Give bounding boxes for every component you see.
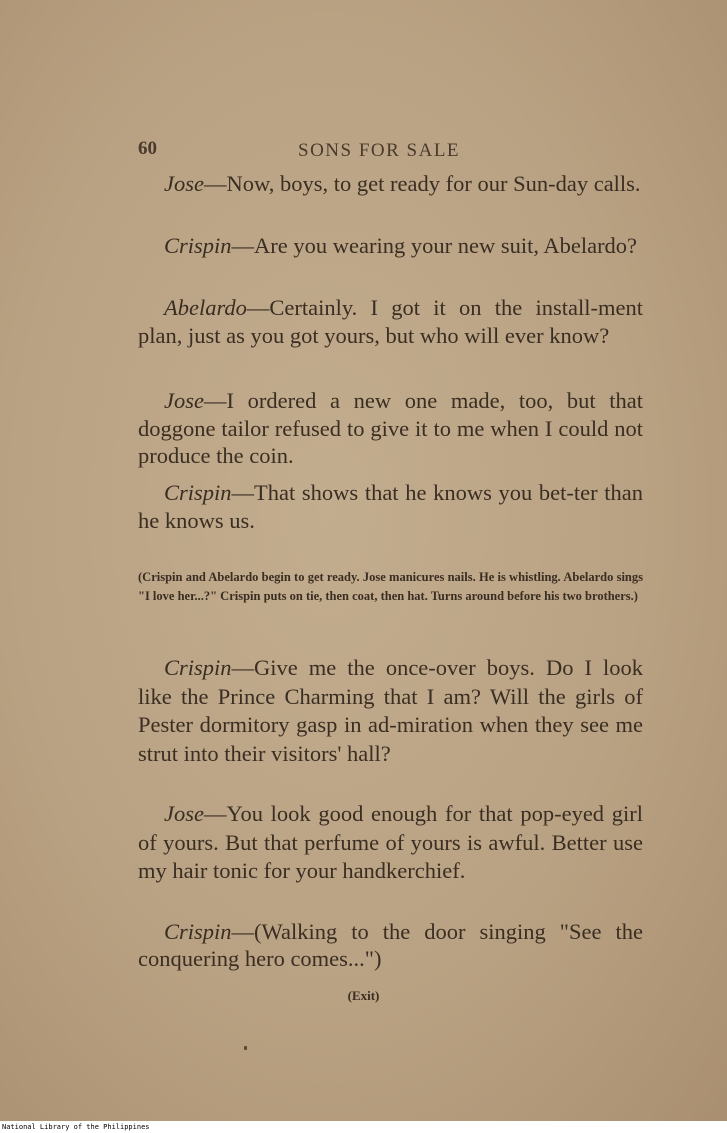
- library-credit: National Library of the Philippines: [0, 1121, 727, 1133]
- dialogue-paragraph: [138, 800, 643, 886]
- stage-direction: [138, 568, 643, 605]
- dialogue-text: —You look good enough for that pop-eyed girl of yours. But that perfume of yours is awful. Better use my hair tonic for your handkerchief.: [138, 801, 643, 883]
- dialogue-paragraph: [138, 918, 643, 972]
- page-number: 60: [138, 138, 157, 159]
- speaker-name: Jose: [164, 388, 204, 413]
- dialogue-text: —Certainly. I got it on the install-ment plan, just as you got yours, but who will ever know?: [138, 295, 643, 348]
- dialogue-text: —I ordered a new one made, too, but that doggone tailor refused to give it to me when I could not produce the coin.: [138, 388, 643, 468]
- speaker-name: Jose: [164, 801, 204, 826]
- speaker-name: Crispin: [164, 233, 232, 258]
- dialogue-paragraph: [138, 294, 643, 349]
- dialogue-paragraph: [138, 387, 643, 470]
- speaker-name: Crispin: [164, 480, 232, 505]
- dialogue-text: —That shows that he knows you bet-ter than he knows us.: [138, 480, 643, 533]
- dialogue-text: —Now, boys, to get ready for our Sun-day calls.: [203, 171, 641, 196]
- exit-direction: (Exit): [347, 988, 380, 1003]
- dialogue-text: —Are you wearing your new suit, Abelardo?: [231, 233, 638, 258]
- page-header: [138, 138, 638, 166]
- speaker-name: Abelardo: [164, 295, 247, 320]
- dialogue-text: —(Walking to the door singing "See the conquering hero comes..."): [138, 919, 643, 971]
- speaker-name: Crispin: [164, 919, 232, 944]
- dialogue-paragraph: [138, 654, 643, 768]
- stage-direction-text: (Crispin and Abelardo begin to get ready. Jose manicures nails. He is whistling. Abelardo sings "I love her...?" Crispin puts on tie, then coat, then hat. Turns around before his two brothers.): [138, 570, 643, 603]
- dialogue-paragraph: [138, 170, 643, 198]
- speaker-name: Crispin: [164, 655, 232, 680]
- ink-speck: [244, 1046, 247, 1050]
- dialogue-paragraph: [138, 479, 643, 534]
- running-title: SONS FOR SALE: [298, 140, 461, 161]
- speaker-name: Jose: [164, 171, 204, 196]
- dialogue-paragraph: [138, 232, 643, 260]
- dialogue-text: —Give me the once-over boys. Do I look like the Prince Charming that I am? Will the girls of Pester dormitory gasp in ad-miration when they see me strut into their visitors' hall?: [138, 655, 643, 766]
